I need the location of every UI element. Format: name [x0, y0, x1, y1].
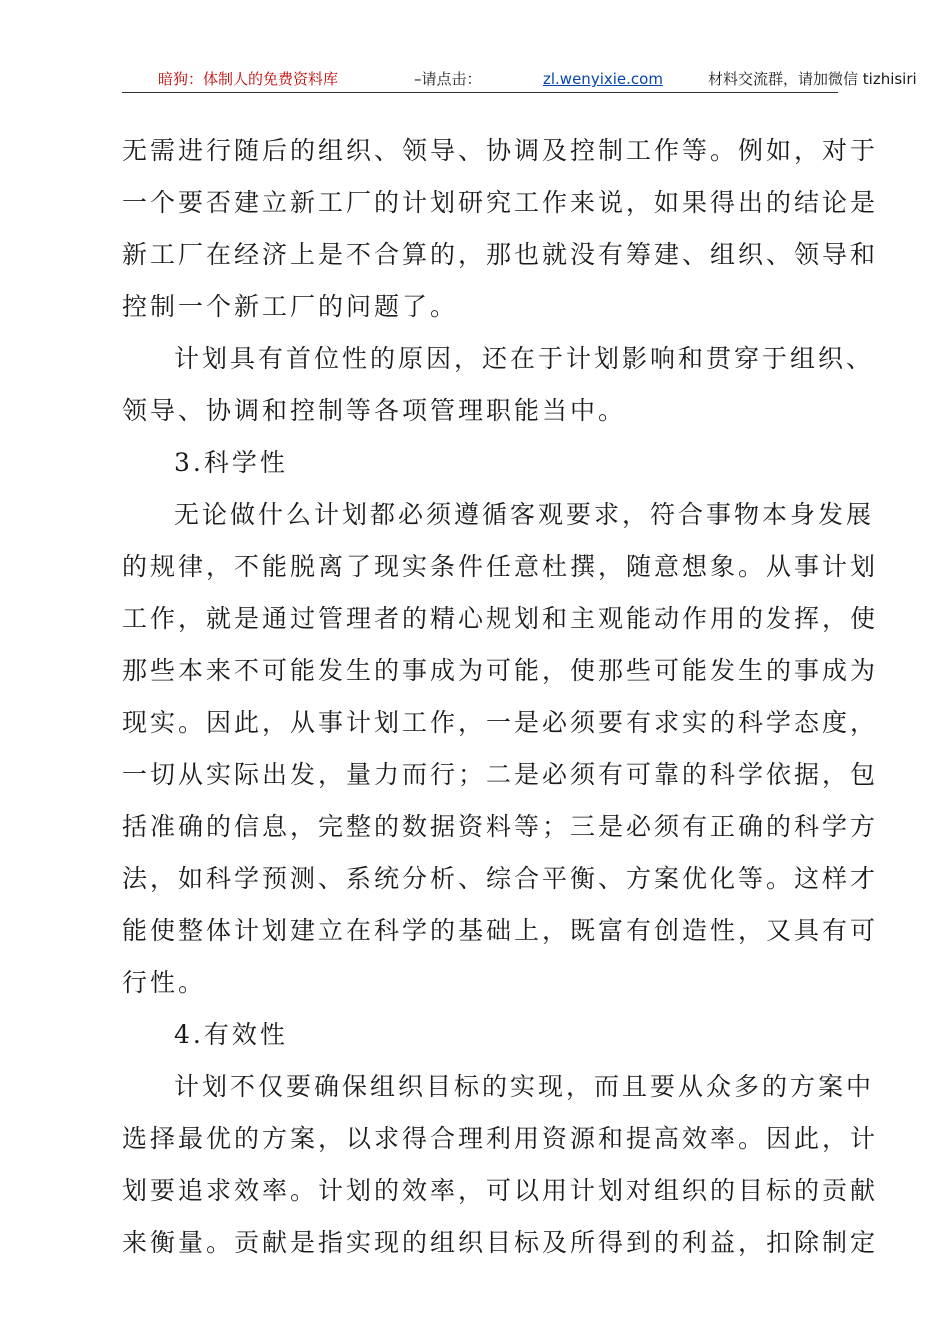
text-line: 领导、协调和控制等各项管理职能当中。	[122, 396, 627, 425]
header-group-info: 材料交流群，请加微信 tizhisiri	[708, 70, 917, 88]
header-brand: 暗狗：体制人的免费资料库	[158, 70, 339, 88]
header-prompt: –请点击：	[414, 70, 482, 88]
document-body	[122, 125, 879, 1269]
header-link[interactable]: zl.wenyixie.com	[543, 70, 663, 88]
text-line: 计划具有首位性的原因，还在于计划影响和贯穿于组织、	[174, 344, 875, 373]
section-heading: 3.科学性	[174, 448, 288, 477]
text-line: 控制一个新工厂的问题了。	[122, 292, 459, 321]
text-line: 划要追求效率。计划的效率，可以用计划对组织的目标的贡献	[122, 1176, 879, 1205]
text-line: 新工厂在经济上是不合算的，那也就没有筹建、组织、领导和	[122, 240, 879, 269]
text-line: 的规律，不能脱离了现实条件任意杜撰，随意想象。从事计划	[122, 552, 879, 581]
text-line: 计划不仅要确保组织目标的实现，而且要从众多的方案中	[174, 1072, 875, 1101]
page-header	[122, 66, 917, 93]
text-line: 法，如科学预测、系统分析、综合平衡、方案优化等。这样才	[122, 864, 879, 893]
text-line: 无论做什么计划都必须遵循客观要求，符合事物本身发展	[174, 500, 875, 529]
text-line: 行性。	[122, 968, 207, 997]
text-line: 现实。因此，从事计划工作，一是必须要有求实的科学态度，	[122, 708, 879, 737]
text-line: 无需进行随后的组织、领导、协调及控制工作等。例如，对于	[122, 136, 879, 165]
text-line: 括准确的信息，完整的数据资料等；三是必须有正确的科学方	[122, 812, 879, 841]
text-line: 能使整体计划建立在科学的基础上，既富有创造性，又具有可	[122, 916, 879, 945]
text-line: 选择最优的方案，以求得合理利用资源和提高效率。因此，计	[122, 1124, 879, 1153]
text-line: 来衡量。贡献是指实现的组织目标及所得到的利益，扣除制定	[122, 1228, 879, 1257]
text-line: 一切从实际出发，量力而行；二是必须有可靠的科学依据，包	[122, 760, 879, 789]
text-line: 那些本来不可能发生的事成为可能，使那些可能发生的事成为	[122, 656, 879, 685]
text-line: 工作，就是通过管理者的精心规划和主观能动作用的发挥，使	[122, 604, 879, 633]
text-line: 一个要否建立新工厂的计划研究工作来说，如果得出的结论是	[122, 188, 879, 217]
section-heading: 4.有效性	[174, 1020, 288, 1049]
